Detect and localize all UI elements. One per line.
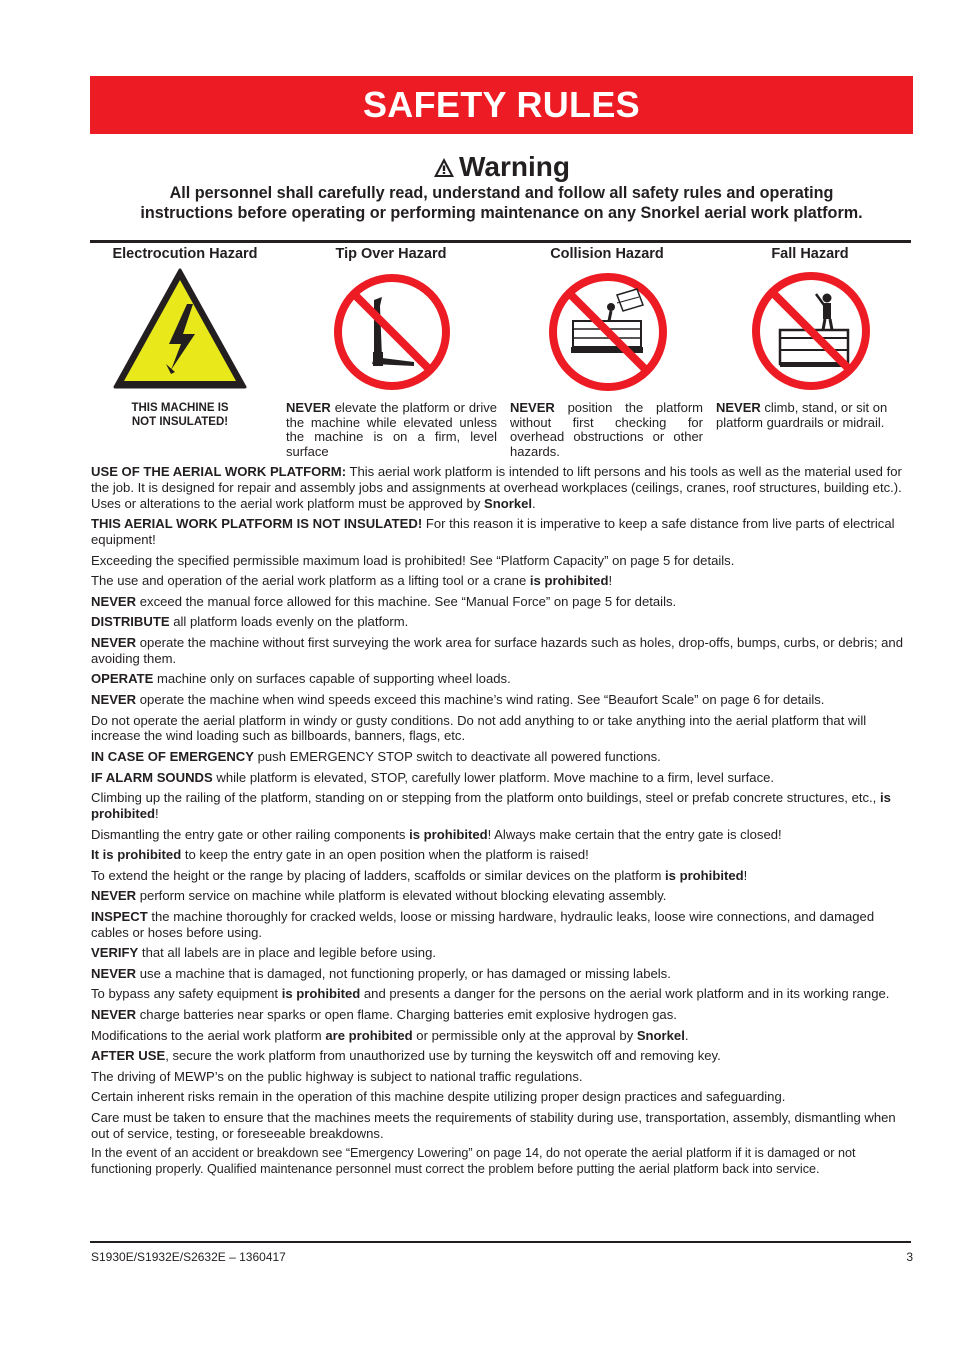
rule-emphasis: OPERATE — [91, 671, 154, 687]
rule-text: that all labels are in place and legible before using. — [138, 945, 437, 961]
rule-emphasis: NEVER — [91, 1007, 137, 1023]
rule-emphasis: IN CASE OF EMERGENCY — [91, 748, 254, 764]
rule-paragraph — [91, 594, 913, 610]
rule-paragraph — [91, 1007, 913, 1023]
rule-emphasis: NEVER — [91, 888, 137, 904]
rule-text: The use and operation of the aerial work platform as a lifting tool or a crane — [91, 573, 530, 589]
rule-paragraph — [91, 1146, 913, 1178]
rule-text: or permissible only at the approval by — [412, 1027, 637, 1043]
rule-paragraph — [91, 713, 913, 745]
rule-paragraph — [91, 1069, 913, 1085]
rule-paragraph — [91, 790, 913, 822]
rule-text: For this reason it is imperative to keep a safe distance from live parts of electrical equipment! — [91, 516, 895, 547]
rule-text: Exceeding the specified permissible maximum load is prohibited! See “Platform Capacity” on page 5 for details. — [91, 552, 735, 568]
rule-text: Climbing up the railing of the platform, standing on or stepping from the platform onto buildings, steel or prefab concrete structures, etc., — [91, 790, 880, 806]
rule-emphasis: Snorkel — [636, 1027, 685, 1043]
rule-paragraph — [91, 692, 913, 708]
rule-paragraph — [91, 1110, 913, 1142]
page-title: SAFETY RULES — [363, 84, 640, 125]
rule-paragraph — [91, 868, 913, 884]
rule-text: machine only on surfaces capable of supporting wheel loads. — [153, 671, 511, 687]
rule-text: To extend the height or the range by placing of ladders, scaffolds or similar devices on the platform — [91, 867, 666, 883]
electrocution-hazard-icon — [113, 268, 247, 390]
hazard-title-electrocution: Electrocution Hazard — [112, 246, 258, 262]
footer-page-number: 3 — [906, 1250, 913, 1264]
rule-emphasis: IF ALARM SOUNDS — [91, 769, 213, 785]
fall-hazard-icon — [750, 270, 872, 392]
rule-emphasis: AFTER USE — [91, 1048, 166, 1064]
divider-top — [90, 240, 911, 243]
warning-subtitle-line-1: All personnel shall carefully read, understand and follow all safety rules and operating — [169, 184, 834, 202]
hazard-title-tip-over: Tip Over Hazard — [335, 246, 447, 262]
rule-text: ! — [608, 573, 613, 589]
rule-text: use a machine that is damaged, not functioning properly, or has damaged or missing labels. — [136, 965, 671, 981]
collision-text-body: position the platform without first checking for overhead obstructions or other hazards. — [510, 400, 703, 459]
tip-over-text-bold: NEVER — [286, 400, 331, 415]
warning-subtitle-line-2: instructions before operating or performing maintenance on any Snorkel aerial work platform. — [140, 204, 863, 222]
rule-text: This aerial work platform is intended to lift persons and his tools as well as the material used for the job. It is designed for repair and assembly jobs and assignments at overhead workplaces (ceilings, cranes, roof structures, building etc.). Uses or alterations to the aerial work platform must be approved by — [91, 464, 902, 511]
rule-paragraph — [91, 1048, 913, 1064]
rule-paragraph — [91, 770, 913, 786]
rule-text: operate the machine when wind speeds exceed this machine’s wind rating. See “Beaufort Scale” on page 6 for details. — [136, 691, 825, 707]
rule-paragraph — [91, 986, 913, 1002]
rule-text: The driving of MEWP’s on the public highway is subject to national traffic regulations. — [91, 1068, 583, 1084]
not-insulated-line-1: THIS MACHINE IS — [131, 402, 229, 414]
rule-emphasis: USE OF THE AERIAL WORK PLATFORM: — [91, 464, 347, 479]
hazard-title-collision: Collision Hazard — [550, 246, 664, 262]
rule-paragraph — [91, 614, 913, 630]
rule-emphasis: THIS AERIAL WORK PLATFORM IS NOT INSULATED! — [91, 516, 423, 532]
rule-emphasis: DISTRIBUTE — [91, 614, 170, 630]
rule-text: Dismantling the entry gate or other railing components — [91, 826, 410, 842]
rule-emphasis: is prohibited — [665, 867, 744, 883]
fall-text-bold: NEVER — [716, 400, 761, 415]
rule-text: ! Always make certain that the entry gate is closed! — [487, 826, 782, 842]
rule-text: operate the machine without first surveying the work area for surface hazards such as holes, drop-offs, bumps, curbs, or debris; and avoiding them. — [91, 634, 903, 666]
rule-emphasis: It is prohibited — [91, 847, 182, 863]
collision-text — [510, 401, 703, 459]
rule-text: In the event of an accident or breakdown see “Emergency Lowering” on page 14, do not operate the aerial platform if it is damaged or not functioning properly. Qualified maintenance personnel must correct the problem before putting the aerial platform back into service. — [91, 1146, 856, 1177]
rule-text: exceed the manual force allowed for this machine. See “Manual Force” on page 5 for details. — [136, 593, 677, 609]
rule-emphasis: INSPECT — [91, 908, 148, 924]
rule-text: push EMERGENCY STOP switch to deactivate all powered functions. — [253, 748, 661, 764]
not-insulated-note — [100, 402, 260, 429]
warning-title: Warning — [459, 151, 570, 182]
divider-bottom — [90, 1241, 911, 1243]
rule-paragraph — [91, 635, 913, 667]
rule-paragraph — [91, 464, 913, 511]
rule-emphasis: is prohibited — [409, 826, 488, 842]
footer-model: S1930E/S1932E/S2632E – 1360417 — [91, 1250, 286, 1264]
rule-paragraph — [91, 1028, 913, 1044]
rule-text: To bypass any safety equipment — [91, 986, 282, 1002]
rule-paragraph — [91, 909, 913, 941]
rule-emphasis: VERIFY — [91, 945, 139, 961]
rule-emphasis: NEVER — [91, 965, 137, 981]
safety-rules-banner — [90, 76, 913, 134]
rule-paragraph — [91, 1089, 913, 1105]
rule-paragraph — [91, 573, 913, 589]
rule-text: , secure the work platform from unauthorized use by turning the keyswitch off and removing key. — [165, 1048, 721, 1064]
rule-emphasis: NEVER — [91, 634, 137, 650]
tip-over-hazard-icon — [332, 272, 452, 392]
rule-paragraph — [91, 888, 913, 904]
safety-rules-list — [91, 464, 913, 1183]
rule-text: Do not operate the aerial platform in windy or gusty conditions. Do not add anything to or take anything into the aerial platform that will increase the wind loading such as billboards, banners, flags, etc. — [91, 712, 867, 744]
rule-paragraph — [91, 671, 913, 687]
rule-text: . — [684, 1027, 689, 1043]
rule-emphasis: is prohibited — [529, 573, 609, 589]
fall-text-body: climb, stand, or sit on platform guardrails or midrail. — [716, 400, 888, 430]
rule-emphasis: NEVER — [91, 691, 137, 707]
collision-text-bold: NEVER — [510, 400, 555, 415]
rule-paragraph — [91, 966, 913, 982]
rule-emphasis: is prohibited — [281, 986, 361, 1002]
rule-text: Modifications to the aerial work platform — [91, 1027, 326, 1043]
rule-paragraph — [91, 847, 913, 863]
warning-triangle-icon — [433, 157, 455, 179]
rule-text: perform service on machine while platform is elevated without blocking elevating assembly. — [136, 888, 667, 904]
warning-heading — [90, 150, 913, 184]
rule-paragraph — [91, 827, 913, 843]
hazard-title-fall: Fall Hazard — [771, 246, 849, 262]
rule-paragraph — [91, 945, 913, 961]
rule-text: to keep the entry gate in an open position when the platform is raised! — [181, 847, 589, 863]
rule-emphasis: are prohibited — [325, 1027, 413, 1043]
rule-text: ! — [155, 805, 159, 821]
rule-text: Care must be taken to ensure that the machines meets the requirements of stability during use, transportation, assembly, dismantling when out of service, testing, or foreseeable breakdowns. — [91, 1110, 896, 1141]
not-insulated-line-2: NOT INSULATED! — [131, 415, 229, 428]
rule-emphasis: is prohibited — [91, 790, 891, 821]
rule-text: while platform is elevated, STOP, carefully lower platform. Move machine to a firm, level surface. — [212, 769, 775, 785]
rule-emphasis: Snorkel — [484, 495, 533, 511]
rule-paragraph — [91, 516, 913, 548]
rule-paragraph — [91, 749, 913, 765]
rule-text: charge batteries near sparks or open flame. Charging batteries emit explosive hydrogen gas. — [136, 1007, 677, 1023]
collision-hazard-icon — [547, 271, 669, 393]
rule-text: the machine thoroughly for cracked welds, loose or missing hardware, hydraulic leaks, loose wire connections, and damaged cables or hoses before using. — [91, 908, 875, 940]
tip-over-text — [286, 401, 497, 459]
rule-text: Certain inherent risks remain in the operation of this machine despite utilizing proper design practices and safeguarding. — [91, 1089, 786, 1105]
tip-over-text-body: elevate the platform or drive the machine while elevated unless the machine is on a firm, level surface — [286, 400, 497, 459]
rule-text: ! — [743, 867, 748, 883]
rule-paragraph — [91, 553, 913, 569]
rule-text: all platform loads evenly on the platform. — [169, 614, 409, 630]
warning-subtitle — [90, 183, 913, 223]
rule-text: and presents a danger for the persons on the aerial work platform and in its working range. — [360, 986, 890, 1002]
rule-emphasis: NEVER — [91, 593, 137, 609]
fall-text — [716, 401, 909, 430]
rule-text: . — [532, 495, 536, 511]
